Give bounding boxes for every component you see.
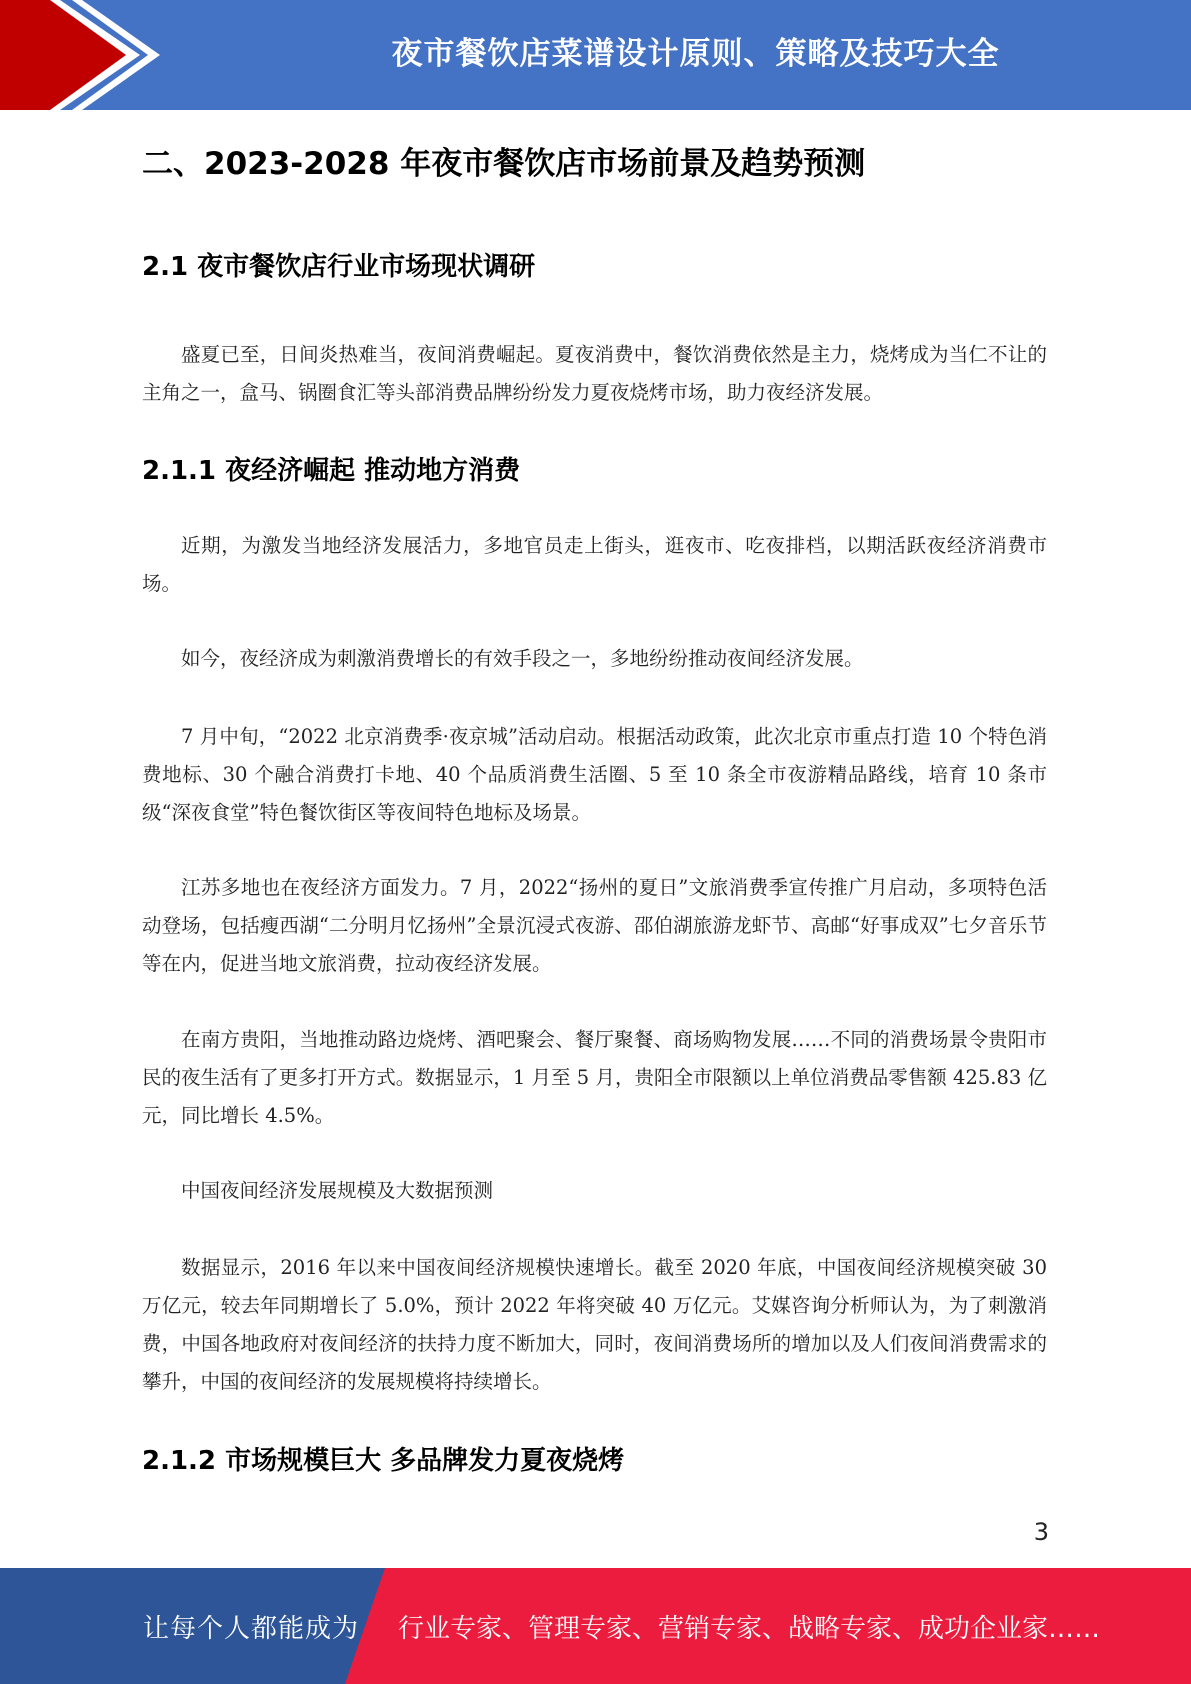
paragraph-summer-consumption: 盛夏已至，日间炎热难当，夜间消费崛起。夏夜消费中，餐饮消费依然是主力，烧烤成为当仁不让的主角之一，盒马、锅圈食汇等头部消费品牌纷纷发力夏夜烧烤市场，助力夜经济发展。 <box>142 343 1047 404</box>
paragraph-night-economy-scale: 数据显示，2016 年以来中国夜间经济规模快速增长。截至 2020 年底，中国夜间经济规模突破 30 万亿元，较去年同期增长了 5.0%，预计 2022 年将突破 40 万亿元。艾媒咨询分析师认为，为了刺激消费，中国各地政府对夜间经济的扶持力度不断加大，同时，夜间消费场所的增加以及人们夜间消费需求的攀升，中国的夜间经济的发展规模将持续增长。 <box>142 1256 1047 1393</box>
subsection-heading-2-1-2: 2.1.2 市场规模巨大 多品牌发力夏夜烧烤 <box>142 1446 625 1476</box>
paragraph-guiyang-night-life: 在南方贵阳，当地推动路边烧烤、酒吧聚会、餐厅聚餐、商场购物发展……不同的消费场景令贵阳市民的夜生活有了更多打开方式。数据显示，1 月至 5 月，贵阳全市限额以上单位消费品零售额 425.83 亿元，同比增长 4.5%。 <box>142 1028 1047 1127</box>
paragraph-beijing-consumption-season: 7 月中旬，“2022 北京消费季·夜京城”活动启动。根据活动政策，此次北京市重点打造 10 个特色消费地标、30 个融合消费打卡地、40 个品质消费生活圈、5 至 10 条全市夜游精品路线，培育 10 条市级“深夜食堂”特色餐饮街区等夜间特色地标及场景。 <box>142 725 1047 824</box>
page-number: 3 <box>1033 1518 1049 1546</box>
section-heading: 二、2023-2028 年夜市餐饮店市场前景及趋势预测 <box>142 146 866 182</box>
footer-slogan-right: 行业专家、管理专家、营销专家、战略专家、成功企业家…… <box>398 1613 1101 1644</box>
paragraph-officials-night-market: 近期，为激发当地经济发展活力，多地官员走上街头，逛夜市、吃夜排档，以期活跃夜经济消费市场。 <box>142 534 1047 595</box>
header-title: 夜市餐饮店菜谱设计原则、策略及技巧大全 <box>391 35 1000 72</box>
header-banner <box>0 0 1191 110</box>
figure-caption: 中国夜间经济发展规模及大数据预测 <box>181 1179 494 1202</box>
subsection-heading-2-1: 2.1 夜市餐饮店行业市场现状调研 <box>142 252 536 282</box>
footer-slogan-left: 让每个人都能成为 <box>143 1613 360 1644</box>
paragraph-night-economy-stimulus: 如今，夜经济成为刺激消费增长的有效手段之一，多地纷纷推动夜间经济发展。 <box>181 647 864 670</box>
footer-banner <box>0 1568 1191 1684</box>
header-arrow-icon <box>0 0 300 110</box>
paragraph-jiangsu-night-economy: 江苏多地也在夜经济方面发力。7 月，2022“扬州的夏日”文旅消费季宣传推广月启动，多项特色活动登场，包括瘦西湖“二分明月忆扬州”全景沉浸式夜游、邵伯湖旅游龙虾节、高邮“好事成双”七夕音乐节等在内，促进当地文旅消费，拉动夜经济发展。 <box>142 876 1047 975</box>
subsection-heading-2-1-1: 2.1.1 夜经济崛起 推动地方消费 <box>142 456 521 486</box>
